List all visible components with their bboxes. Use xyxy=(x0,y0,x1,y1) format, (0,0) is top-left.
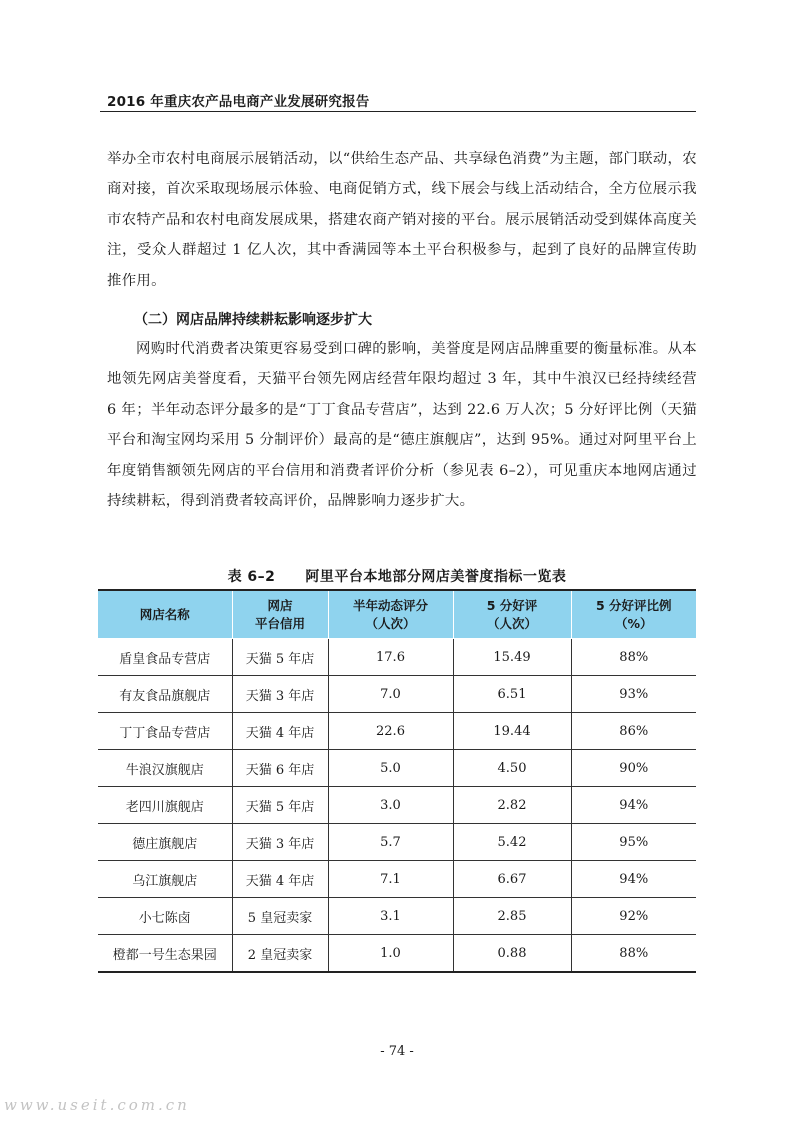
cell-half-year-score: 3.1 xyxy=(328,898,453,935)
col-header-platform-credit: 网店 平台信用 xyxy=(232,590,328,639)
page-number: - 74 - xyxy=(380,1044,414,1059)
cell-half-year-score: 7.0 xyxy=(328,676,453,713)
table-row xyxy=(98,861,696,898)
cell-five-star-reviews: 19.44 xyxy=(453,713,571,750)
cell-five-star-ratio: 88% xyxy=(571,639,696,676)
cell-five-star-ratio: 86% xyxy=(571,713,696,750)
col-header-half-year-score: 半年动态评分 （人次） xyxy=(328,590,453,639)
cell-five-star-reviews: 2.82 xyxy=(453,787,571,824)
cell-store-name: 乌江旗舰店 xyxy=(98,861,232,898)
table-row xyxy=(98,713,696,750)
cell-platform-credit: 天猫 3 年店 xyxy=(232,824,328,861)
table-row xyxy=(98,639,696,676)
table-row xyxy=(98,676,696,713)
cell-five-star-ratio: 93% xyxy=(571,676,696,713)
cell-platform-credit: 5 皇冠卖家 xyxy=(232,898,328,935)
table-row xyxy=(98,750,696,787)
cell-store-name: 老四川旗舰店 xyxy=(98,787,232,824)
cell-platform-credit: 天猫 6 年店 xyxy=(232,750,328,787)
cell-platform-credit: 天猫 5 年店 xyxy=(232,639,328,676)
cell-five-star-reviews: 2.85 xyxy=(453,898,571,935)
cell-store-name: 丁丁食品专营店 xyxy=(98,713,232,750)
cell-half-year-score: 5.7 xyxy=(328,824,453,861)
cell-five-star-ratio: 94% xyxy=(571,787,696,824)
site-watermark: www.useit.com.cn xyxy=(4,1096,190,1114)
cell-five-star-ratio: 92% xyxy=(571,898,696,935)
cell-half-year-score: 22.6 xyxy=(328,713,453,750)
table-caption xyxy=(0,566,794,586)
table-caption-title: 阿里平台本地部分网店美誉度指标一览表 xyxy=(305,569,567,585)
paragraph-2: 网购时代消费者决策更容易受到口碑的影响，美誉度是网店品牌重要的衡量标准。从本地领先网店美誉度看，天猫平台领先网店经营年限均超过 3 年，其中牛浪汉已经持续经营 6 年；半年动态评分最多的是“丁丁食品专营店”，达到 22.6 万人次；5 分好评比例（天猫平台和淘宝网均采用 5 分制评价）最高的是“德庄旗舰店”，达到 95%。通过对阿里平台上年度销售额领先网店的平台信用和消费者评价分析（参见表 6–2），可见重庆本地网店通过持续耕耘，得到消费者较高评价，品牌影响力逐步扩大。 xyxy=(107,341,697,510)
cell-half-year-score: 1.0 xyxy=(328,935,453,973)
table-caption-number: 表 6–2 xyxy=(227,569,276,585)
cell-platform-credit: 2 皇冠卖家 xyxy=(232,935,328,973)
cell-five-star-reviews: 15.49 xyxy=(453,639,571,676)
cell-half-year-score: 17.6 xyxy=(328,639,453,676)
cell-store-name: 牛浪汉旗舰店 xyxy=(98,750,232,787)
cell-half-year-score: 5.0 xyxy=(328,750,453,787)
cell-store-name: 有友食品旗舰店 xyxy=(98,676,232,713)
table-row xyxy=(98,824,696,861)
table-row xyxy=(98,935,696,973)
cell-five-star-ratio: 95% xyxy=(571,824,696,861)
cell-five-star-reviews: 5.42 xyxy=(453,824,571,861)
cell-five-star-ratio: 88% xyxy=(571,935,696,973)
cell-platform-credit: 天猫 3 年店 xyxy=(232,676,328,713)
cell-platform-credit: 天猫 4 年店 xyxy=(232,713,328,750)
running-header-title: 2016 年重庆农产品电商产业发展研究报告 xyxy=(107,94,370,110)
cell-store-name: 橙都一号生态果园 xyxy=(98,935,232,973)
cell-five-star-reviews: 6.67 xyxy=(453,861,571,898)
table-header-row xyxy=(98,590,696,639)
cell-five-star-reviews: 6.51 xyxy=(453,676,571,713)
cell-store-name: 小七陈卤 xyxy=(98,898,232,935)
table-row xyxy=(98,898,696,935)
cell-five-star-ratio: 94% xyxy=(571,861,696,898)
reputation-table xyxy=(98,589,696,973)
paragraph-1: 举办全市农村电商展示展销活动，以“供给生态产品、共享绿色消费”为主题，部门联动，农商对接，首次采取现场展示体验、电商促销方式，线下展会与线上活动结合，全方位展示我市农特产品和农村电商发展成果，搭建农商产销对接的平台。展示展销活动受到媒体高度关注，受众人群超过 1 亿人次，其中香满园等本土平台积极参与，起到了良好的品牌宣传助推作用。 xyxy=(107,151,697,289)
header-divider xyxy=(100,111,696,112)
col-header-five-star-reviews: 5 分好评 （人次） xyxy=(453,590,571,639)
section-heading: （二）网店品牌持续耕耘影响逐步扩大 xyxy=(134,312,372,328)
cell-platform-credit: 天猫 4 年店 xyxy=(232,861,328,898)
cell-five-star-ratio: 90% xyxy=(571,750,696,787)
col-header-five-star-ratio: 5 分好评比例 （%） xyxy=(571,590,696,639)
cell-store-name: 德庄旗舰店 xyxy=(98,824,232,861)
cell-five-star-reviews: 0.88 xyxy=(453,935,571,973)
cell-store-name: 盾皇食品专营店 xyxy=(98,639,232,676)
cell-platform-credit: 天猫 5 年店 xyxy=(232,787,328,824)
cell-half-year-score: 7.1 xyxy=(328,861,453,898)
table-row xyxy=(98,787,696,824)
col-header-store-name: 网店名称 xyxy=(98,590,232,639)
cell-five-star-reviews: 4.50 xyxy=(453,750,571,787)
cell-half-year-score: 3.0 xyxy=(328,787,453,824)
